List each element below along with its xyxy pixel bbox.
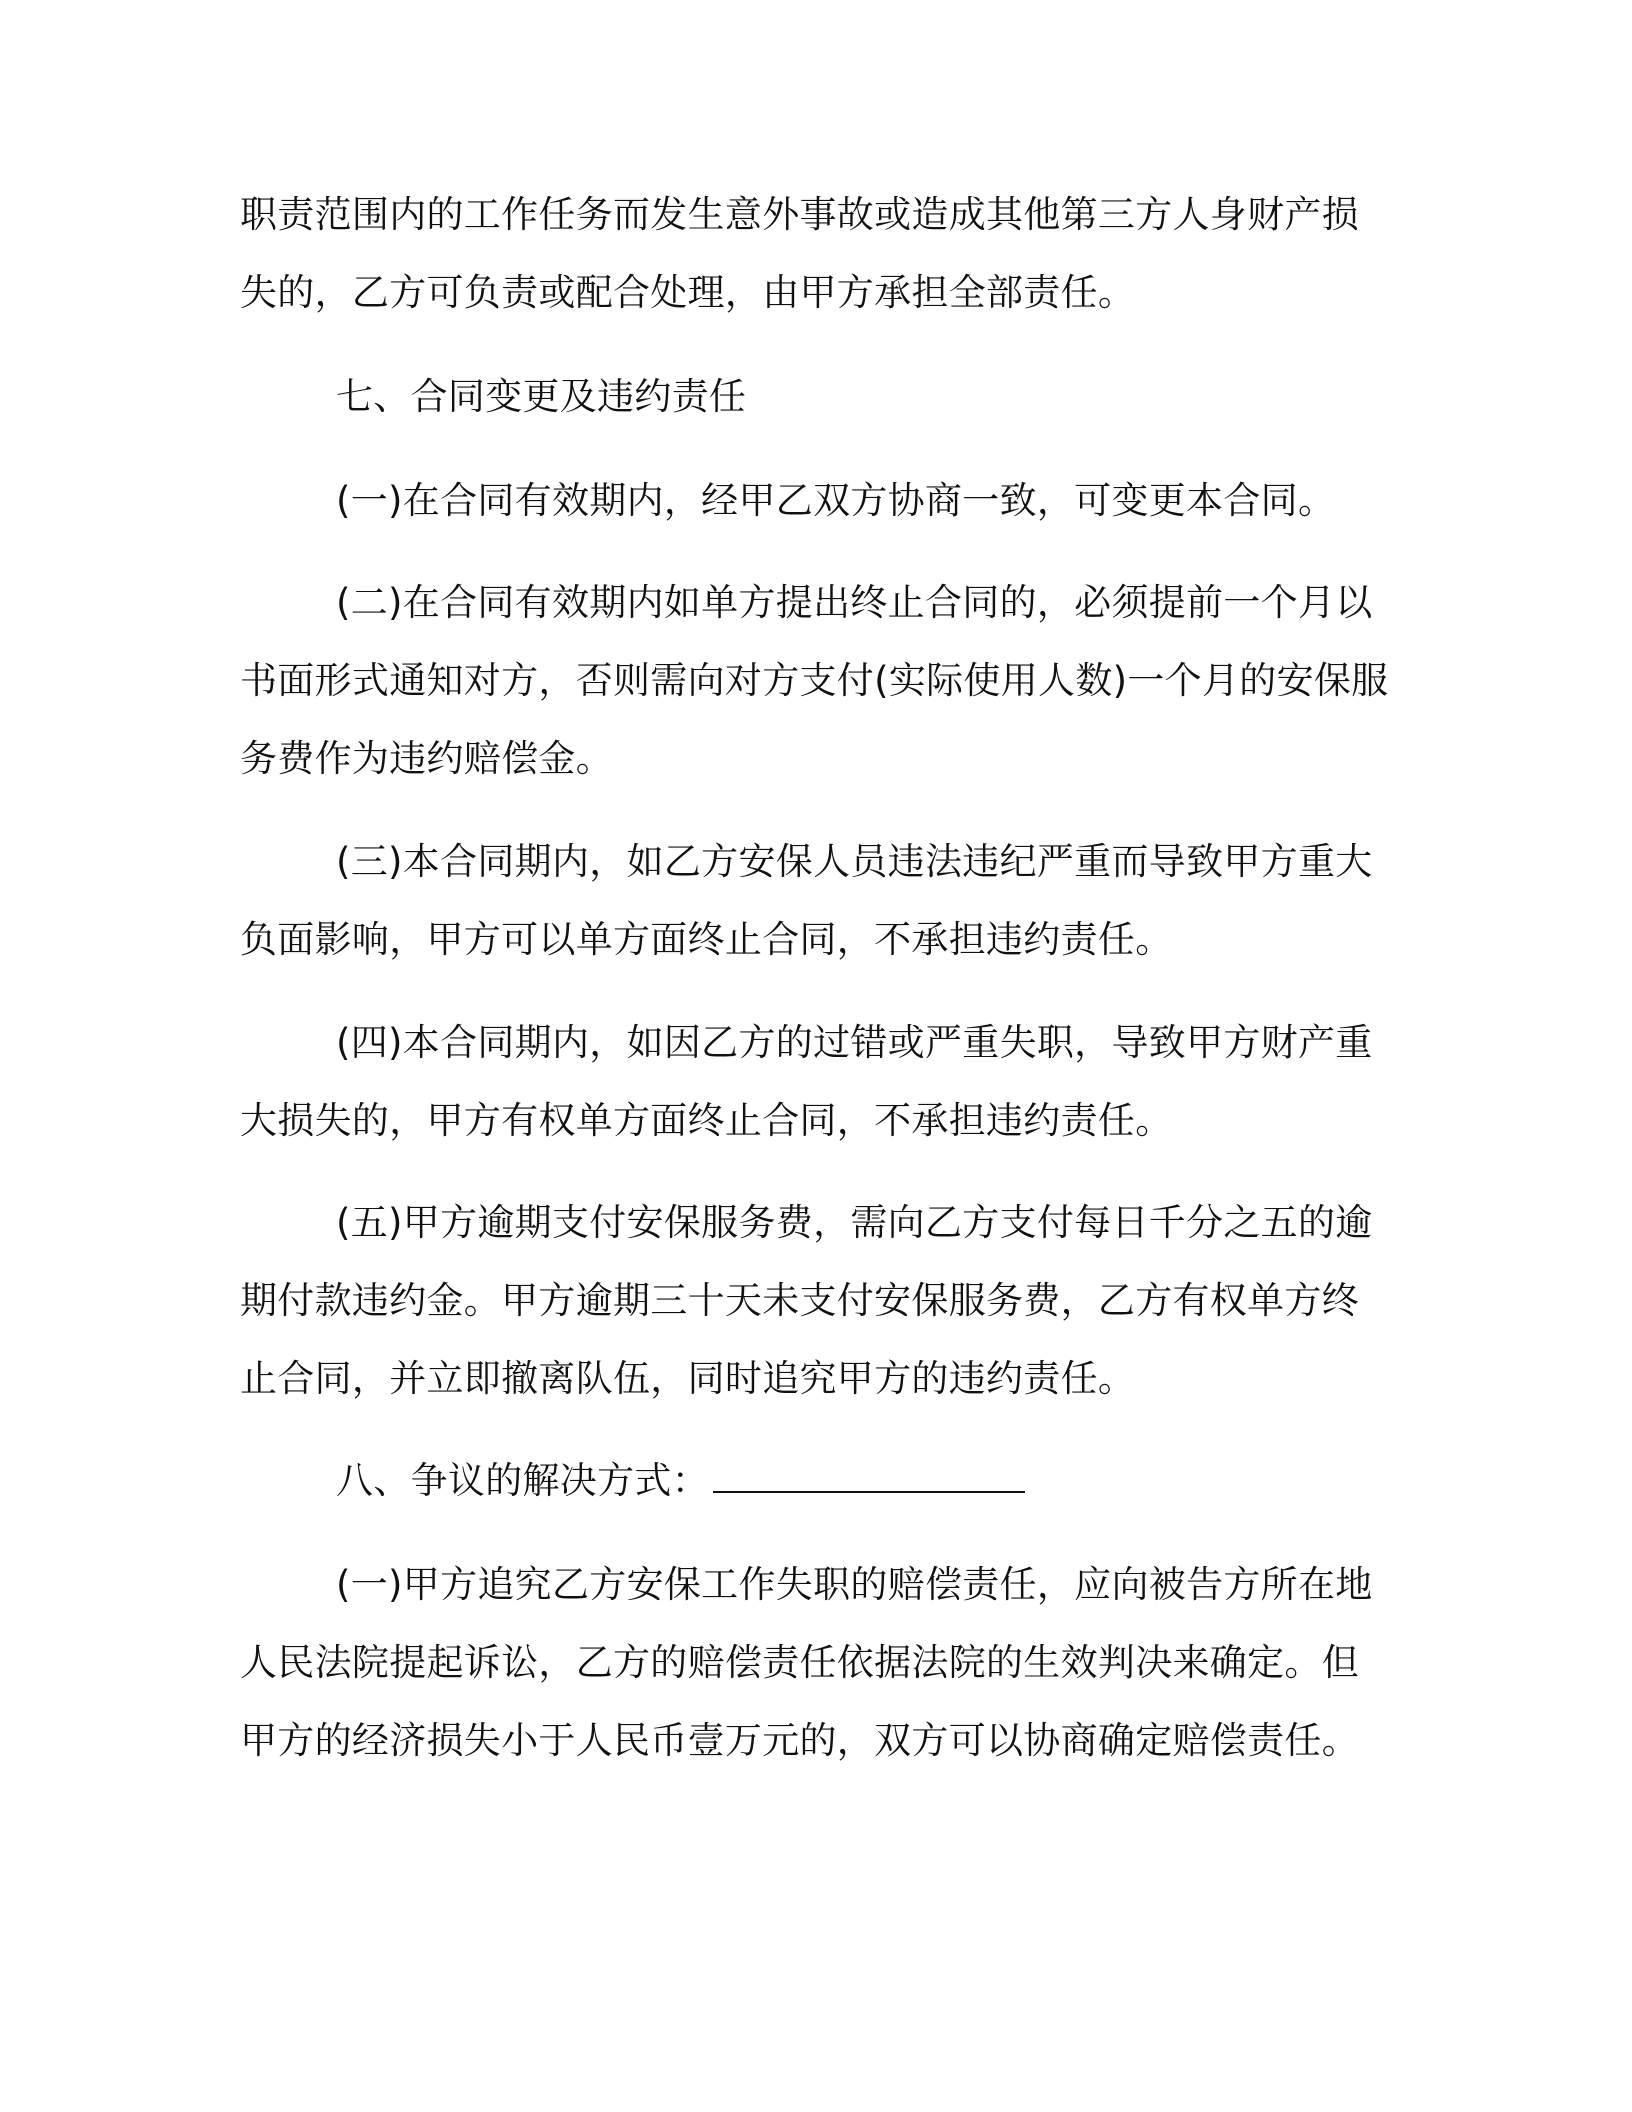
text-line: 书面形式通知对方，否则需向对方支付(实际使用人数)一个月的安保服 <box>240 659 1389 702</box>
section-heading-7 <box>240 358 1420 436</box>
fill-in-blank <box>713 1457 1025 1493</box>
text-line: 人民法院提起诉讼，乙方的赔偿责任依据法院的生效判决来确定。但 <box>240 1641 1359 1684</box>
section-heading-8 <box>240 1442 1420 1520</box>
clause-7-1 <box>240 462 1420 540</box>
text-line: 失的，乙方可负责或配合处理，由甲方承担全部责任。 <box>240 271 1136 314</box>
text-line: (二)在合同有效期内如单方提出终止合同的，必须提前一个月以 <box>336 581 1373 624</box>
text-line: 职责范围内的工作任务而发生意外事故或造成其他第三方人身财产损 <box>240 193 1359 236</box>
text-line: 期付款违约金。甲方逾期三十天未支付安保服务费，乙方有权单方终 <box>240 1279 1359 1322</box>
text-line: (三)本合同期内，如乙方安保人员违法违纪严重而导致甲方重大 <box>336 840 1373 883</box>
heading-text: 七、合同变更及违约责任 <box>336 375 747 418</box>
text-line: 甲方的经济损失小于人民币壹万元的，双方可以协商确定赔偿责任。 <box>240 1719 1359 1762</box>
clause-7-5 <box>240 1184 1420 1418</box>
clause-8-1 <box>240 1546 1420 1780</box>
paragraph-liability-continuation <box>240 176 1420 332</box>
text-line: (一)甲方追究乙方安保工作失职的赔偿责任，应向被告方所在地 <box>336 1563 1373 1606</box>
text-line: 大损失的，甲方有权单方面终止合同，不承担违约责任。 <box>240 1099 1173 1142</box>
text-line: (一)在合同有效期内，经甲乙双方协商一致，可变更本合同。 <box>336 479 1336 522</box>
text-line: 负面影响，甲方可以单方面终止合同，不承担违约责任。 <box>240 918 1173 961</box>
heading-text: 八、争议的解决方式： <box>336 1459 709 1502</box>
text-line: 务费作为违约赔偿金。 <box>240 737 613 780</box>
clause-7-2 <box>240 564 1420 798</box>
heading-line <box>240 1442 1420 1520</box>
text-line: (五)甲方逾期支付安保服务费，需向乙方支付每日千分之五的逾 <box>336 1201 1373 1244</box>
clause-7-4 <box>240 1004 1420 1160</box>
text-line: 止合同，并立即撤离队伍，同时追究甲方的违约责任。 <box>240 1357 1136 1400</box>
text-line: (四)本合同期内，如因乙方的过错或严重失职，导致甲方财产重 <box>336 1021 1373 1064</box>
clause-7-3 <box>240 823 1420 979</box>
